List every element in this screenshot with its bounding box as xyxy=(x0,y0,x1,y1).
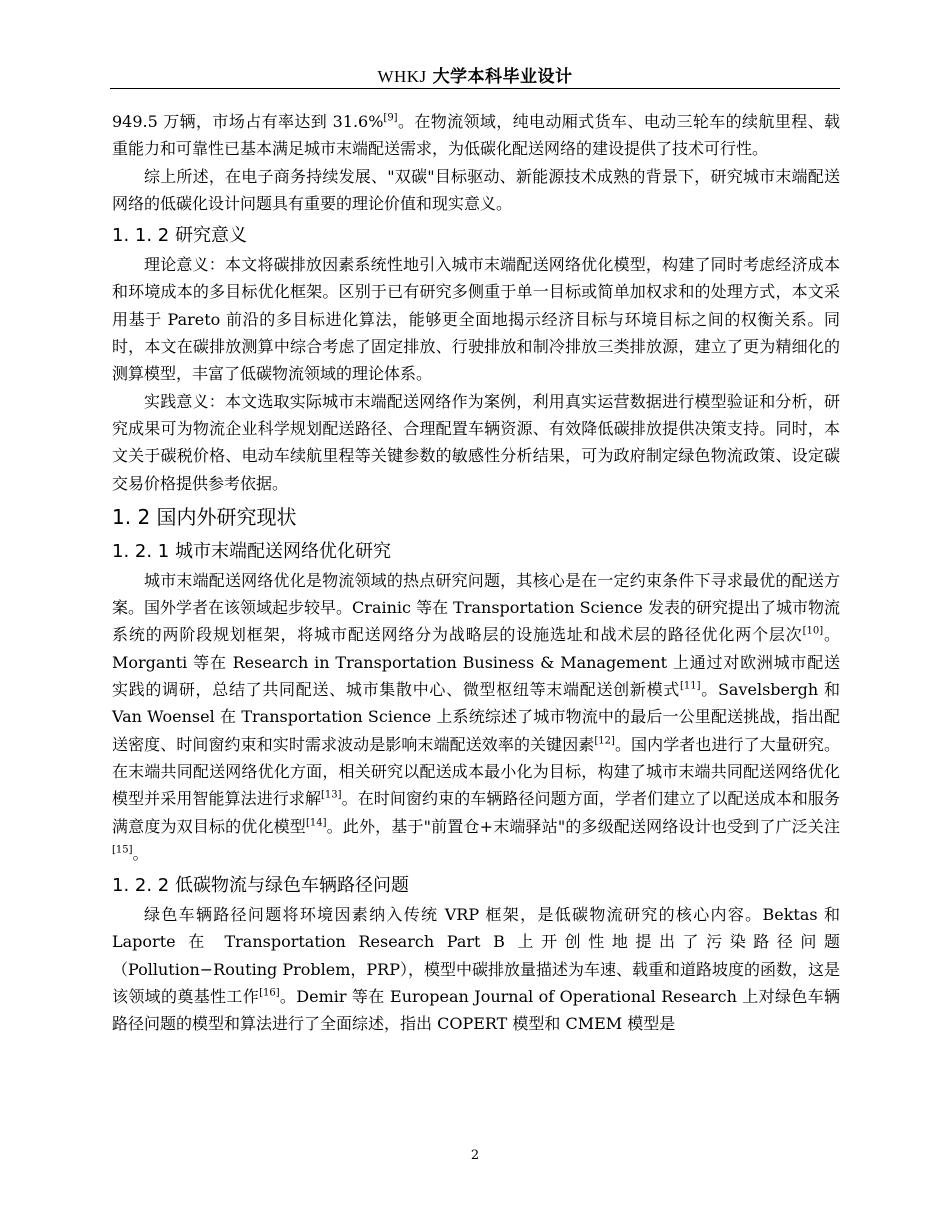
subsection-heading: 1. 2. 1 城市末端配送网络优化研究 xyxy=(112,540,391,562)
text-run: 。Savelsbergh 和 Van Woensel 在 Transportation Science 上系统综述了城市物流中的最后一公里配送挑战，指出配送密度、时间窗约束和实时需求波动是影响末端配送效率的关键因素 xyxy=(112,680,840,754)
text-run: 949.5 万辆，市场占有率达到 31.6% xyxy=(112,112,384,131)
subsection-heading: 1. 2. 2 低碳物流与绿色车辆路径问题 xyxy=(112,875,409,897)
text-run: 。国内学者也进行了大量研究。在末端共同配送网络优化方面，相关研究以配送成本最小化为目标，构建了城市末端共同配送网络优化模型并采用智能算法进行求解 xyxy=(112,734,840,809)
citation-marker: [11] xyxy=(680,680,701,692)
header-brand: WHKJ xyxy=(377,67,427,86)
paragraph xyxy=(112,163,840,218)
citation-marker: [12] xyxy=(594,735,615,747)
paragraph xyxy=(112,251,840,387)
text-run: 。此外，基于"前置仓+末端驿站"的多级配送网络设计也受到了广泛关注 xyxy=(326,816,840,836)
text-run: 实践意义：本文选取实际城市末端配送网络作为案例，利用真实运营数据进行模型验证和分析，研究成果可为物流企业科学规划配送路径、合理配置车辆资源、有效降低碳排放提供决策支持。同时，本文关于碳税价格、电动车续航里程等关键参数的敏感性分析结果，可为政府制定绿色物流政策、设定碳交易价格提供参考依据。 xyxy=(112,391,840,493)
text-run: 城市末端配送网络优化是物流领域的热点研究问题，其核心是在一定约束条件下寻求最优的配送方案。国外学者在该领域起步较早。Crainic 等在 Transportation Science 发表的研究提出了城市物流系统的两阶段规划框架，将城市配送网络分为战略层的设施选址和战术层的路径优化两个层次 xyxy=(112,570,840,645)
citation-marker: [10] xyxy=(802,626,824,638)
text-run: 。在时间窗约束的车辆路径问题方面，学者们建立了以配送成本和服务满意度为双目标的优化模型 xyxy=(112,789,840,836)
citation-marker: [9] xyxy=(383,112,398,124)
paragraph xyxy=(112,108,840,163)
text-run: 。Morganti 等在 Research in Transportation Business & Management 上通过对欧洲城市配送实践的调研，总结了共同配送、城市集散中心、微型枢纽等末端配送创新模式 xyxy=(112,625,840,700)
citation-marker: [13] xyxy=(321,789,342,801)
paragraph xyxy=(112,388,840,497)
citation-marker: [15] xyxy=(112,844,133,856)
paragraph xyxy=(112,901,840,1037)
citation-marker: [14] xyxy=(305,817,327,829)
text-run: 综上所述，在电子商务持续发展、"双碳"目标驱动、新能源技术成熟的背景下，研究城市末端配送网络的低碳化设计问题具有重要的理论价值和现实意义。 xyxy=(112,166,840,213)
header-title: 大学本科毕业设计 xyxy=(432,67,573,87)
citation-marker: [16] xyxy=(259,987,280,999)
page-number: 2 xyxy=(470,1148,480,1163)
text-run: 。在物流领域，纯电动厢式货车、电动三轮车的续航里程、载重能力和可靠性已基本满足城市末端配送需求，为低碳化配送网络的建设提供了技术可行性。 xyxy=(112,112,840,159)
document-body xyxy=(112,108,840,1038)
header-rule xyxy=(110,88,840,89)
page-header xyxy=(110,62,840,87)
section-heading: 1. 2 国内外研究现状 xyxy=(112,504,297,529)
text-run: 绿色车辆路径问题将环境因素纳入传统 VRP 框架，是低碳物流研究的核心内容。Bektas 和 Laporte 在 Transportation Research Part B 上开创性地提出了污染路径问题（Pollution−Routing Problem，PRP），模型中碳排放量描述为车速、载重和道路坡度的函数，这是该领域的奠基性工作 xyxy=(112,905,840,1007)
text-run: 。Demir 等在 European Journal of Operational Research 上对绿色车辆路径问题的模型和算法进行了全面综述，指出 COPERT 模型和 CMEM 模型是 xyxy=(112,987,840,1034)
text-run: 理论意义：本文将碳排放因素系统性地引入城市末端配送网络优化模型，构建了同时考虑经济成本和环境成本的多目标优化框架。区别于已有研究多侧重于单一目标或简单加权求和的处理方式，本文采用基于 Pareto 前沿的多目标进化算法，能够更全面地揭示经济目标与环境目标之间的权衡关系。同时，本文在碳排放测算中综合考虑了固定排放、行驶排放和制冷排放三类排放源，建立了更为精细化的测算模型，丰富了低碳物流领域的理论体系。 xyxy=(112,255,840,384)
paragraph xyxy=(112,567,840,867)
text-run: 。 xyxy=(132,843,149,863)
subsection-heading: 1. 1. 2 研究意义 xyxy=(112,225,247,247)
